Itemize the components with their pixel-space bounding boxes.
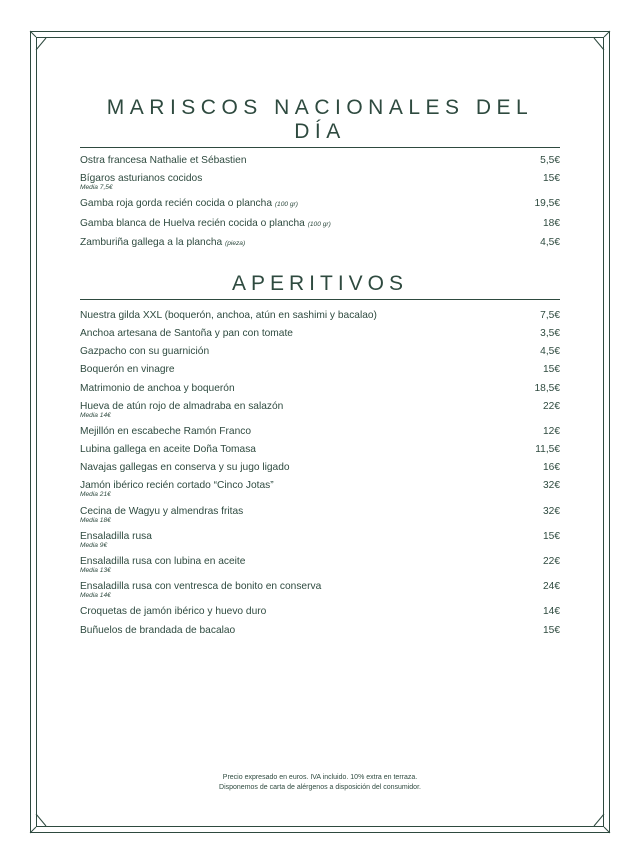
menu-item-price: 18,5€	[534, 382, 560, 394]
menu-item-half-portion: Media 14€	[80, 592, 111, 600]
menu-item-text	[80, 345, 209, 358]
menu-item-price: 15€	[543, 624, 560, 636]
menu-item-text	[80, 580, 321, 600]
section-mariscos	[80, 96, 560, 250]
menu-item-unit-note: (100 gr)	[274, 201, 298, 209]
menu-item-price: 22€	[543, 400, 560, 412]
menu-item	[80, 443, 560, 456]
menu-item-name: Cecina de Wagyu y almendras fritas	[80, 505, 244, 517]
section-items	[80, 154, 560, 250]
menu-item	[80, 555, 560, 575]
menu-item-text	[80, 605, 266, 618]
menu-item-price: 16€	[543, 462, 560, 474]
menu-item-name: Ensaladilla rusa	[80, 530, 152, 542]
menu-item-name-line	[80, 382, 235, 395]
menu-item-price: 15€	[543, 173, 560, 185]
menu-item-price: 24€	[543, 581, 560, 593]
menu-item	[80, 197, 560, 211]
menu	[80, 96, 560, 642]
menu-item-text	[80, 309, 377, 322]
menu-item	[80, 505, 560, 525]
menu-item-price: 19,5€	[534, 198, 560, 210]
menu-item-price: 32€	[543, 480, 560, 492]
menu-item-name-line	[80, 197, 298, 211]
menu-item-price: 4,5€	[540, 236, 560, 248]
menu-item-half-portion: Media 21€	[80, 491, 111, 499]
menu-item-name: Lubina gallega en aceite Doña Tomasa	[80, 444, 256, 456]
menu-item-price: 14€	[543, 606, 560, 618]
footer-line-allergens: Disponemos de carta de alérgenos a disposición del consumidor.	[219, 783, 421, 791]
section-aperitivos	[80, 272, 560, 637]
menu-item-text	[80, 624, 235, 637]
menu-item-price: 15€	[543, 530, 560, 542]
menu-item-name: Anchoa artesana de Santoña y pan con tomate	[80, 327, 293, 339]
menu-item	[80, 236, 560, 250]
menu-item	[80, 363, 560, 376]
menu-item-name: Zamburiña gallega a la plancha	[80, 236, 223, 248]
menu-item-price: 3,5€	[540, 327, 560, 339]
menu-item-text	[80, 461, 290, 474]
menu-item-text	[80, 400, 283, 420]
menu-item	[80, 154, 560, 167]
menu-item-name-line	[80, 309, 377, 322]
menu-item-name: Matrimonio de anchoa y boquerón	[80, 382, 235, 394]
menu-item-name-line	[80, 530, 152, 543]
menu-item-name-line	[80, 363, 175, 376]
footer	[0, 773, 640, 792]
menu-item-name: Ostra francesa Nathalie et Sébastien	[80, 155, 247, 166]
menu-item	[80, 382, 560, 395]
menu-item-name: Hueva de atún rojo de almadraba en salazón	[80, 400, 284, 412]
menu-item-price: 4,5€	[540, 346, 560, 358]
menu-item-name-line	[80, 461, 290, 474]
menu-item-name: Ensaladilla rusa con lubina en aceite	[80, 556, 246, 567]
menu-item	[80, 345, 560, 358]
menu-item-name: Gazpacho con su guarnición	[80, 346, 210, 358]
menu-item-text	[80, 236, 245, 250]
footer-line-prices: Precio expresado en euros. IVA incluido. 10% extra en terraza.	[222, 774, 418, 781]
menu-item-text	[80, 197, 298, 211]
menu-item	[80, 580, 560, 600]
menu-item-text	[80, 217, 331, 231]
menu-item-name-line	[80, 605, 266, 618]
menu-item-name-line	[80, 505, 243, 518]
menu-item-name-line	[80, 327, 293, 340]
menu-item-name-line	[80, 443, 256, 456]
menu-item-name-line	[80, 400, 283, 413]
menu-item-text	[80, 172, 202, 192]
menu-item-text	[80, 555, 245, 575]
menu-item	[80, 605, 560, 618]
menu-item-text	[80, 425, 251, 438]
menu-item-text	[80, 327, 293, 340]
menu-item-text	[80, 363, 175, 376]
menu-item-name-line	[80, 580, 321, 593]
menu-item	[80, 461, 560, 474]
menu-item-name-line	[80, 345, 209, 358]
menu-item-name: Ensaladilla rusa con ventresca de bonito en conserva	[80, 581, 322, 593]
menu-item-text	[80, 530, 152, 550]
menu-item-half-portion: Media 18€	[80, 516, 111, 524]
menu-item-name: Nuestra gilda XXL (boquerón, anchoa, atún en sashimi y bacalao)	[80, 309, 377, 321]
menu-item-half-portion: Media 14€	[80, 411, 111, 419]
menu-item-name-line	[80, 217, 331, 231]
menu-item-price: 11,5€	[535, 444, 560, 456]
menu-item-price: 32€	[543, 505, 560, 517]
menu-item-price: 18€	[543, 217, 560, 229]
menu-item-name: Buñuelos de brandada de bacalao	[80, 624, 236, 636]
menu-item-name: Croquetas de jamón ibérico y huevo duro	[80, 606, 267, 618]
menu-item-price: 12€	[543, 425, 560, 437]
menu-item-text	[80, 505, 243, 525]
menu-item-name: Gamba blanca de Huelva recién cocida o plancha	[80, 217, 305, 229]
menu-item-price: 15€	[543, 364, 560, 376]
menu-item-name: Boquerón en vinagre	[80, 364, 175, 376]
menu-item-half-portion: Media 7,5€	[80, 184, 113, 192]
menu-item-name-line	[80, 624, 235, 637]
menu-item-name-line	[80, 154, 247, 167]
menu-item-price: 7,5€	[540, 309, 560, 321]
menu-item-price: 5,5€	[540, 155, 560, 166]
menu-item-half-portion: Media 9€	[80, 541, 108, 549]
menu-item-name-line	[80, 236, 245, 250]
menu-item	[80, 327, 560, 340]
menu-item	[80, 400, 560, 420]
menu-item-text	[80, 479, 274, 499]
menu-item-name: Jamón ibérico recién cortado “Cinco Jotas”	[80, 480, 274, 492]
menu-item	[80, 309, 560, 322]
menu-item-name: Gamba roja gorda recién cocida o plancha	[80, 198, 272, 210]
section-title: MARISCOS NACIONALES DEL DÍA	[80, 96, 560, 148]
menu-item-price: 22€	[543, 556, 560, 567]
menu-item	[80, 425, 560, 438]
menu-item-text	[80, 382, 235, 395]
section-title: APERITIVOS	[80, 272, 560, 300]
menu-item	[80, 217, 560, 231]
menu-item-name: Navajas gallegas en conserva y su jugo ligado	[80, 462, 290, 474]
menu-item-name-line	[80, 425, 251, 438]
menu-item-name: Mejillón en escabeche Ramón Franco	[80, 425, 252, 437]
menu-item	[80, 530, 560, 550]
menu-item	[80, 479, 560, 499]
menu-item-unit-note: (100 gr)	[307, 220, 331, 228]
section-items	[80, 309, 560, 637]
menu-item-name: Bígaros asturianos cocidos	[80, 173, 203, 185]
menu-item-text	[80, 154, 247, 167]
menu-item-half-portion: Media 13€	[80, 567, 111, 574]
menu-item-unit-note: (pieza)	[225, 239, 246, 247]
menu-item-text	[80, 443, 256, 456]
menu-item	[80, 624, 560, 637]
menu-item	[80, 172, 560, 192]
